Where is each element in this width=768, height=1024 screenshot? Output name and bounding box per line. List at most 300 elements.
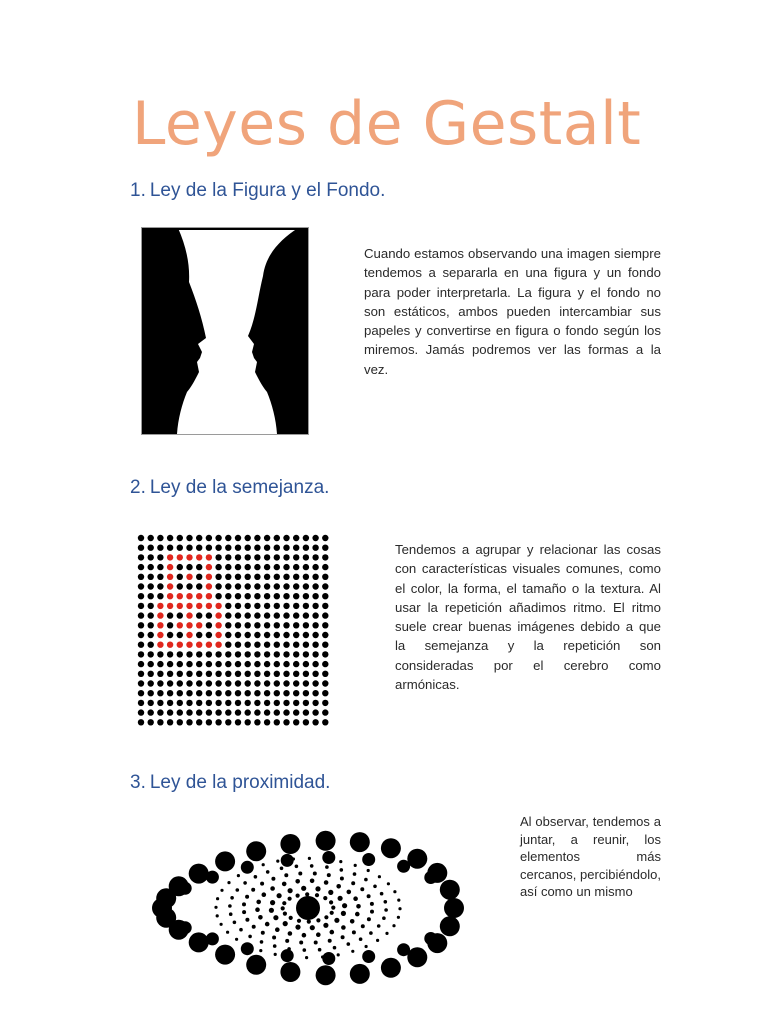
grid-dot [177,535,183,541]
grid-dot [196,593,202,599]
grid-dot [245,680,251,686]
grid-dot [177,671,183,677]
grid-dot [293,593,299,599]
grid-dot [264,564,270,570]
eye-dot [398,907,401,910]
grid-dot [148,661,154,667]
grid-dot [177,651,183,657]
eye-dot [248,935,252,939]
grid-dot [206,583,212,589]
eye-dot [281,906,285,910]
grid-dot [167,671,173,677]
grid-dot [186,719,192,725]
grid-dot [283,583,289,589]
grid-dot [138,671,144,677]
grid-dot [186,700,192,706]
grid-dot [274,680,280,686]
grid-dot [322,612,328,618]
eye-dot [351,881,355,885]
grid-dot [186,632,192,638]
grid-dot [283,603,289,609]
grid-dot [148,622,154,628]
eye-dot [179,921,192,934]
eye-dot [424,871,437,884]
grid-dot [264,661,270,667]
grid-dot [206,545,212,551]
grid-dot [196,545,202,551]
grid-dot [254,709,260,715]
grid-dot [312,700,318,706]
grid-dot [312,564,318,570]
eye-dot [289,916,293,920]
grid-dot [215,709,221,715]
eye-dot [295,879,300,884]
eye-dot [327,873,331,877]
grid-dot [196,690,202,696]
eye-dot [361,924,365,928]
grid-dot [293,661,299,667]
grid-dot [206,603,212,609]
grid-dot [264,574,270,580]
grid-dot [148,700,154,706]
grid-dot [157,535,163,541]
grid-dot [186,709,192,715]
grid-dot [254,671,260,677]
grid-dot [293,690,299,696]
grid-dot [312,719,318,725]
eye-dot [303,948,307,952]
grid-dot [167,622,173,628]
grid-dot [264,554,270,560]
grid-dot [138,583,144,589]
grid-dot [235,661,241,667]
grid-dot [254,632,260,638]
grid-dot [138,622,144,628]
eye-dot [262,892,267,897]
eye-dot [370,902,374,906]
grid-dot [196,612,202,618]
grid-dot [177,593,183,599]
grid-dot [312,661,318,667]
grid-dot [245,700,251,706]
eye-dot [333,946,337,950]
grid-dot [303,535,309,541]
grid-dot [148,632,154,638]
grid-dot [138,593,144,599]
eye-dot [377,924,381,928]
grid-dot [225,690,231,696]
grid-dot [196,622,202,628]
grid-dot [303,574,309,580]
grid-dot [245,545,251,551]
eye-dot [258,915,263,920]
grid-dot [225,671,231,677]
eye-dot [325,865,329,869]
grid-dot [225,651,231,657]
grid-dot [235,642,241,648]
grid-dot [186,545,192,551]
eye-dot [324,858,327,861]
grid-dot [312,574,318,580]
eye-dot [314,941,318,945]
grid-dot [167,680,173,686]
grid-dot [274,709,280,715]
eye-dot [310,879,315,884]
eye-dot [292,857,295,860]
grid-dot [186,603,192,609]
grid-dot [303,700,309,706]
grid-dot [245,671,251,677]
grid-dot [293,709,299,715]
grid-dot [245,593,251,599]
grid-dot [148,545,154,551]
grid-dot [303,612,309,618]
grid-dot [283,709,289,715]
grid-dot [283,593,289,599]
grid-dot [322,642,328,648]
grid-dot [177,612,183,618]
grid-dot [148,603,154,609]
grid-dot [225,545,231,551]
eye-dot [385,932,388,935]
grid-dot [225,632,231,638]
grid-dot [235,651,241,657]
eye-dot [206,871,219,884]
grid-dot [274,690,280,696]
eye-dot [282,901,286,905]
grid-dot [167,593,173,599]
eye-dot [265,922,270,927]
grid-dot [167,564,173,570]
grid-dot [322,661,328,667]
grid-dot [196,632,202,638]
eye-dot [365,945,368,948]
eye-dot [337,953,340,956]
grid-dot [157,583,163,589]
grid-dot [206,564,212,570]
eye-dot [313,872,317,876]
grid-dot [274,593,280,599]
grid-dot [264,709,270,715]
page-title: Leyes de Gestalt [132,89,642,159]
eye-dot [255,907,260,912]
grid-dot [157,545,163,551]
grid-dot [215,535,221,541]
eye-dot [316,918,320,922]
eye-dot [323,896,327,900]
grid-dot [293,632,299,638]
eye-dot [236,888,240,892]
grid-dot [274,661,280,667]
eye-dot [336,884,341,889]
grid-dot [225,603,231,609]
grid-dot [196,651,202,657]
grid-dot [138,545,144,551]
grid-dot [254,583,260,589]
grid-dot [245,651,251,657]
eye-dot [329,900,333,904]
grid-dot [303,661,309,667]
grid-dot [225,564,231,570]
grid-dot [303,709,309,715]
grid-dot [254,719,260,725]
eye-dot [256,900,261,905]
eye-dot [246,841,266,861]
grid-dot [148,535,154,541]
eye-dot [299,941,303,945]
grid-dot [254,622,260,628]
grid-dot [303,642,309,648]
eye-dot [442,918,455,931]
grid-dot [312,545,318,551]
grid-dot [215,651,221,657]
grid-dot [245,690,251,696]
grid-dot [196,661,202,667]
grid-dot [254,545,260,551]
grid-dot [303,603,309,609]
eye-dot [271,877,275,881]
grid-dot [215,593,221,599]
grid-dot [312,554,318,560]
grid-dot [225,661,231,667]
grid-dot [148,671,154,677]
grid-dot [148,612,154,618]
grid-dot [225,709,231,715]
grid-dot [264,651,270,657]
proximity-eye-dots-illustration [150,822,470,992]
grid-dot [225,700,231,706]
grid-dot [264,622,270,628]
section-heading-figure-ground [130,180,385,203]
eye-dot [340,877,344,881]
eye-dot [381,838,401,858]
grid-dot [186,622,192,628]
eye-dot [269,908,274,913]
grid-dot [186,651,192,657]
eye-dot [220,889,223,892]
eye-dot [298,872,302,876]
grid-dot [274,574,280,580]
grid-dot [322,700,328,706]
eye-dot [301,886,306,891]
grid-dot [283,554,289,560]
eye-dot [359,937,363,941]
grid-dot [322,632,328,638]
grid-dot [186,642,192,648]
eye-dot [226,931,229,934]
eye-dot [280,962,300,982]
grid-dot [148,642,154,648]
eye-dot [369,931,373,935]
grid-dot [235,632,241,638]
grid-dot [303,593,309,599]
grid-dot [167,603,173,609]
eye-dot [339,860,342,863]
eye-dot [331,906,335,910]
grid-dot [245,612,251,618]
grid-dot [245,564,251,570]
grid-dot [177,583,183,589]
grid-dot [215,545,221,551]
grid-dot [254,651,260,657]
eye-dot [252,925,256,929]
grid-dot [167,612,173,618]
figure-ground-vase-illustration [140,226,310,436]
eye-dot [262,863,265,866]
eye-dot [350,919,355,924]
eye-dot [397,943,410,956]
eye-dot [273,944,277,948]
grid-dot [283,574,289,580]
section-heading-text: Ley de la semejanza. [149,477,330,498]
eye-dot [214,906,217,909]
grid-dot [293,574,299,580]
grid-dot [215,680,221,686]
grid-dot [235,700,241,706]
grid-dot [283,661,289,667]
eye-dot [302,933,307,938]
grid-dot [225,642,231,648]
eye-dot [407,849,427,869]
eye-dot [275,927,280,932]
grid-dot [312,603,318,609]
grid-dot [206,690,212,696]
eye-dot [310,925,315,930]
grid-dot [264,700,270,706]
grid-dot [167,642,173,648]
eye-dot [393,890,396,893]
eye-dot [237,874,240,877]
grid-dot [312,709,318,715]
grid-dot [148,680,154,686]
grid-dot [138,651,144,657]
grid-dot [322,603,328,609]
grid-dot [157,680,163,686]
grid-dot [167,690,173,696]
grid-dot [322,583,328,589]
eye-dot [338,896,343,901]
grid-dot [312,535,318,541]
section-number: 1. [130,180,146,201]
grid-dot [196,564,202,570]
grid-dot [283,545,289,551]
eye-dot [280,834,300,854]
grid-dot [186,574,192,580]
grid-dot [206,535,212,541]
grid-dot [186,612,192,618]
eye-dot [364,878,368,882]
eye-dot [350,832,370,852]
eye-dot [308,857,311,860]
eye-dot [367,894,371,898]
eye-dot [353,872,357,876]
grid-dot [245,642,251,648]
grid-dot [312,593,318,599]
grid-dot [235,593,241,599]
grid-dot [206,680,212,686]
grid-dot [148,554,154,560]
grid-dot [167,583,173,589]
grid-dot [312,690,318,696]
eye-dot [380,892,384,896]
grid-dot [283,719,289,725]
grid-dot [167,574,173,580]
eye-dot [347,890,352,895]
grid-dot [254,661,260,667]
eye-dot [270,900,275,905]
section-paragraph: Tendemos a agrupar y relacionar las cosas con características visuales comunes, como el color, la forma, el tamaño o la textura. Al usar la repetición añadimos ritmo. El ritmo suele crear buenas imágenes debido a que la semejanza y la repetición son consideradas por el cerebro como armónicas. [395,542,661,693]
eye-dot [362,853,375,866]
grid-dot [235,535,241,541]
grid-dot [235,719,241,725]
grid-dot [196,535,202,541]
eye-dot [367,917,371,921]
grid-dot [157,593,163,599]
grid-dot [186,564,192,570]
eye-dot [316,831,336,851]
grid-dot [245,709,251,715]
section-paragraph: Cuando estamos observando una imagen siempre tendemos a separarla en una figura y un fondo para poder interpretarla. La figura y el fondo no son estáticos, ambos pueden intercambiar sus papeles y convertirse en figura o fondo según los miremos. Jamás podremos ver las formas a la vez. [364,246,661,377]
eye-dot [216,897,219,900]
grid-dot [157,642,163,648]
grid-dot [283,700,289,706]
eye-dot [296,894,300,898]
grid-dot [138,719,144,725]
grid-dot [274,700,280,706]
eye-dot [246,955,266,975]
grid-dot [167,535,173,541]
eye-dot [330,930,335,935]
grid-dot [196,680,202,686]
grid-dot [215,583,221,589]
grid-dot [148,690,154,696]
grid-dot [312,642,318,648]
grid-dot [225,593,231,599]
grid-dot [322,651,328,657]
eye-dot [273,915,278,920]
eye-dot [324,915,328,919]
eye-dot [242,902,246,906]
eye-dot [305,892,309,896]
grid-dot [177,632,183,638]
eye-dot [347,942,351,946]
grid-dot [303,632,309,638]
grid-dot [254,612,260,618]
eye-dot [243,881,247,885]
grid-dot [148,719,154,725]
grid-dot [283,632,289,638]
grid-dot [235,545,241,551]
section-heading-text: Ley de la proximidad. [149,772,331,793]
eye-dot [161,893,174,906]
grid-dot [303,554,309,560]
eye-dot [307,920,311,924]
eye-dot [321,955,324,958]
grid-dot [312,612,318,618]
grid-dot [138,700,144,706]
eye-dot [373,885,377,889]
eye-dot [316,965,336,985]
grid-dot [157,719,163,725]
eye-dot [241,861,254,874]
section-heading-text: Ley de la Figura y el Fondo. [149,180,386,201]
grid-dot [274,671,280,677]
eye-dot [324,880,329,885]
eye-dot [288,888,293,893]
grid-dot [293,612,299,618]
grid-dot [293,583,299,589]
grid-dot [264,690,270,696]
